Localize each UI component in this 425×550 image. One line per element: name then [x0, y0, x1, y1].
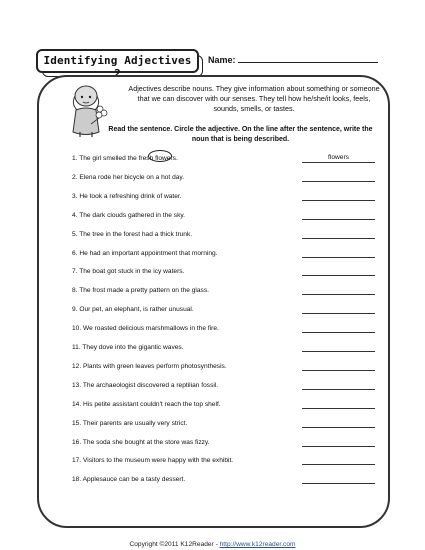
answer-line[interactable] — [302, 200, 375, 201]
question-text: 7. The boat got stuck in the icy waters. — [72, 268, 185, 276]
question-text: 4. The dark clouds gathered in the sky. — [72, 211, 186, 219]
answer-line[interactable] — [302, 427, 375, 428]
question-text: 18. Applesauce can be a tasty dessert. — [72, 476, 186, 484]
question-text: 16. The soda she bought at the store was fizzy. — [72, 438, 210, 446]
answer-line[interactable] — [302, 313, 375, 314]
footer — [0, 541, 425, 548]
answer-line[interactable] — [302, 464, 375, 465]
girl-with-flowers-icon — [62, 82, 112, 138]
question-text: 6. He had an important appointment that morning. — [72, 249, 218, 257]
question-text: 5. The tree in the forest had a thick trunk. — [72, 230, 193, 238]
question-text: 13. The archaeologist discovered a reptilian fossil. — [72, 381, 219, 389]
intro-paragraph: Adjectives describe nouns. They give information about something or someone that we can discover with our senses. They tell how he/she/it looks, feels, sounds, smells, or tastes. — [128, 84, 380, 113]
question-text: 3. He took a refreshing drink of water. — [72, 192, 182, 200]
worksheet-title: Identifying Adjectives 2 — [43, 54, 192, 80]
answer-line[interactable] — [302, 446, 375, 447]
answer-line[interactable] — [302, 389, 375, 390]
question-text: 17. Visitors to the museum were happy with the exhibit. — [72, 457, 234, 465]
question-text: 1. The girl smelled the fresh flowers. — [72, 155, 178, 162]
answer-line[interactable] — [302, 238, 375, 239]
name-field[interactable] — [208, 54, 386, 65]
answer-line[interactable] — [302, 332, 375, 333]
answer-line[interactable] — [302, 181, 375, 182]
question-text: 9. Our pet, an elephant, is rather unusual. — [72, 306, 194, 314]
directions: Read the sentence. Circle the adjective. On the line after the sentence, write the noun that is being described. — [108, 126, 373, 143]
answer-line[interactable] — [302, 275, 375, 276]
question-text: 15. Their parents are usually very strict. — [72, 419, 188, 427]
footer-link[interactable]: http://www.k12reader.com — [219, 541, 296, 548]
question-text: 11. They dove into the gigantic waves. — [72, 344, 184, 351]
answer-line[interactable] — [302, 162, 375, 163]
name-label: Name: — [208, 55, 236, 65]
question-text: 12. Plants with green leaves perform photosynthesis. — [72, 362, 227, 370]
answer-line[interactable] — [302, 219, 375, 220]
question-text: 14. His petite assistant couldn't reach the top shelf. — [72, 400, 221, 408]
answer-line[interactable] — [302, 483, 375, 484]
question-text: 8. The frost made a pretty pattern on the glass. — [72, 287, 209, 295]
copyright-text: Copyright ©2011 K12Reader - — [129, 541, 220, 548]
answer-text: flowers — [328, 154, 349, 161]
answer-line[interactable] — [302, 370, 375, 371]
answer-line[interactable] — [302, 351, 375, 352]
answer-line[interactable] — [302, 408, 375, 409]
name-line-rule — [238, 54, 378, 63]
question-text: 10. We roasted delicious marshmallows in the fire. — [72, 325, 219, 333]
answer-line[interactable] — [302, 257, 375, 258]
answer-line[interactable] — [302, 294, 375, 295]
question-text: 2. Elena rode her bicycle on a hot day. — [72, 173, 185, 181]
worksheet-title-box — [36, 49, 199, 80]
